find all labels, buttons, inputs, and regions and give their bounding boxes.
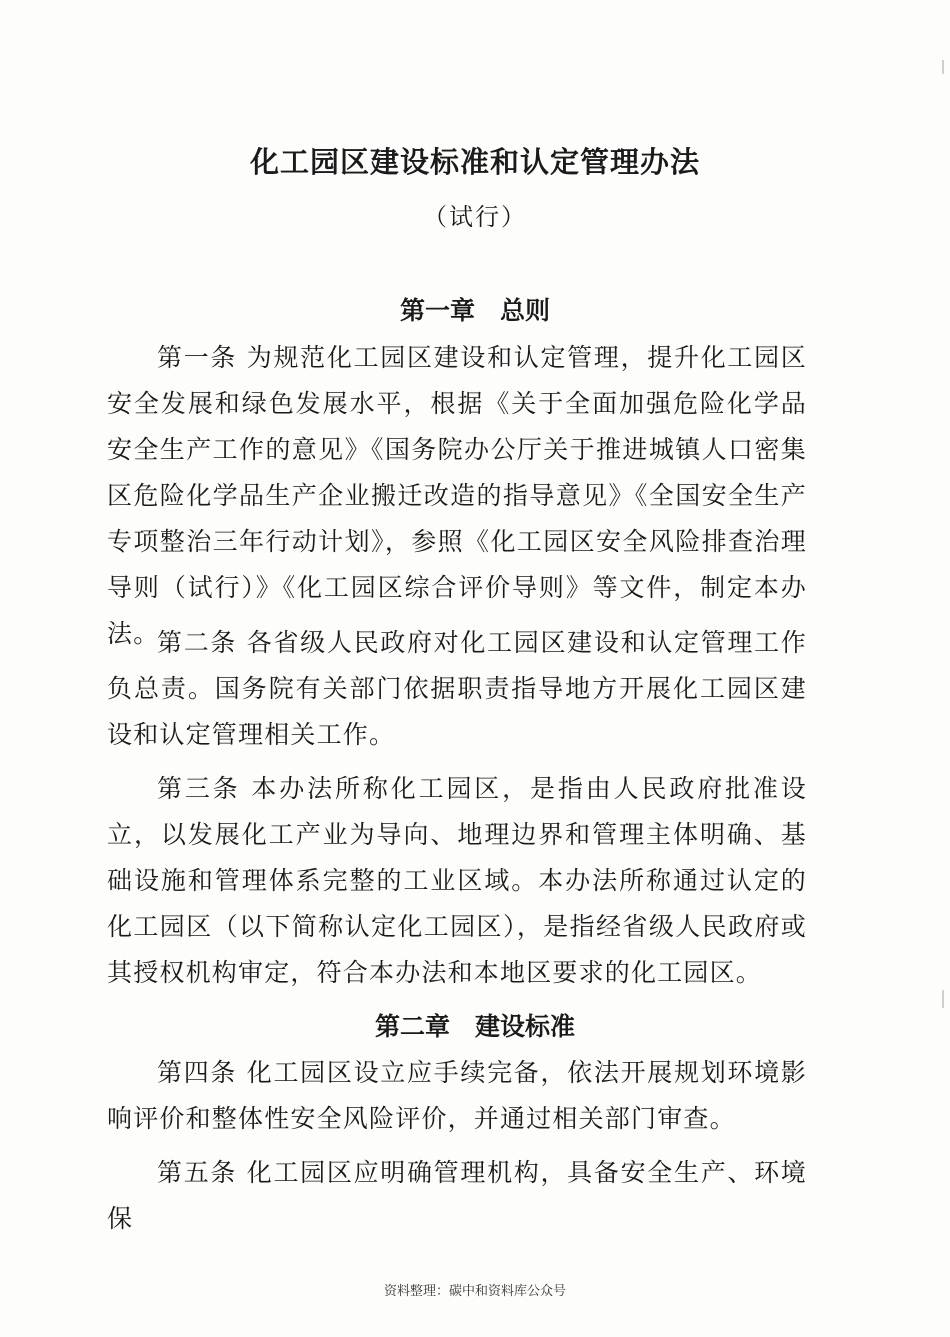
chapter-heading: 第一章 总则 xyxy=(399,296,550,325)
document-title: 化工园区建设标准和认定管理办法 xyxy=(249,145,700,179)
article-paragraph: 第一条 为规范化工园区建设和认定管理，提升化工园区安全发展和绿色发展水平，根据《关于全面加强危险化学品安全生产工作的意见》《国务院办公厅关于推进城镇人口密集区危险化学品生产企业搬迁改造的指导意见》《全国安全生产专项整治三年行动计划》，参照《化工园区安全风险排查治理导则（试行）》《化工园区综合评价导则》等文件，制定本办法。 xyxy=(107,343,807,648)
article-paragraph: 第四条 化工园区设立应手续完备，依法开展规划环境影响评价和整体性安全风险评价，并通过相关部门审查。 xyxy=(107,1058,807,1133)
footer-credit: 资料整理：碳中和资料库公众号 xyxy=(383,1284,566,1299)
scan-edge-mark xyxy=(942,60,944,74)
chapter-heading: 第二章 建设标准 xyxy=(374,1012,575,1041)
document-subtitle: （试行） xyxy=(423,203,527,231)
article-paragraph: 第三条 本办法所称化工园区，是指由人民政府批准设立，以发展化工产业为导向、地理边界和管理主体明确、基础设施和管理体系完整的工业区域。本办法所称通过认定的化工园区（以下简称认定化工园区），是指经省级人民政府或其授权机构审定，符合本办法和本地区要求的化工园区。 xyxy=(107,774,807,987)
scan-edge-mark xyxy=(942,990,944,1008)
article-paragraph: 第二条 各省级人民政府对化工园区建设和认定管理工作负总责。国务院有关部门依据职责指导地方开展化工园区建设和认定管理相关工作。 xyxy=(107,628,807,749)
article-paragraph: 第五条 化工园区应明确管理机构，具备安全生产、环境保 xyxy=(107,1158,807,1233)
